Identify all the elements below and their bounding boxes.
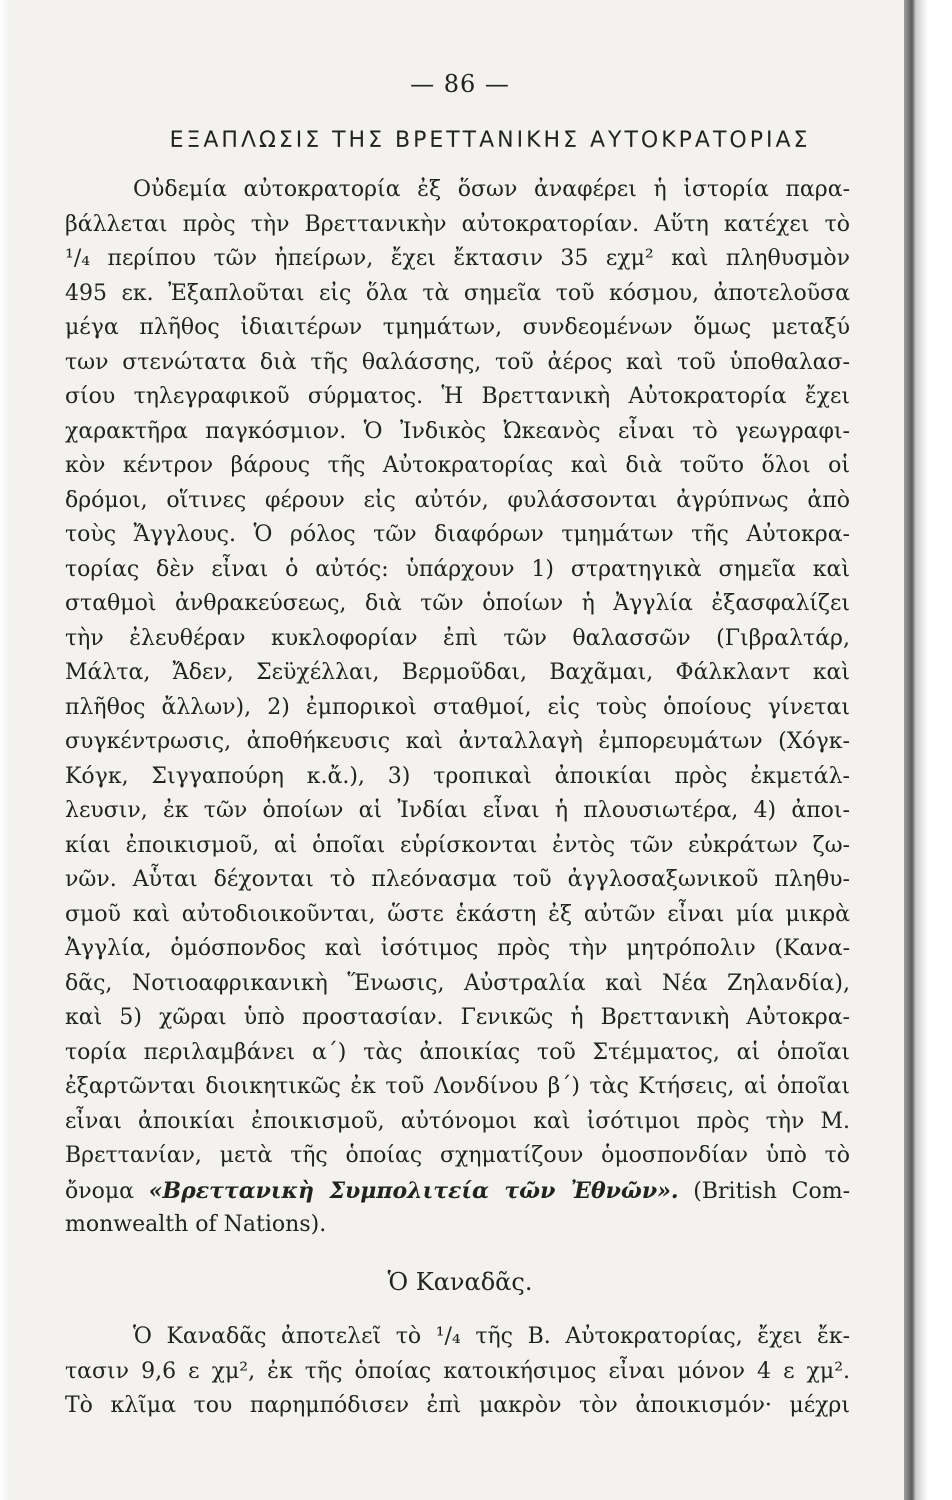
text-line: σταθμοὶ ἀνθρακεύσεως, διὰ τῶν ὁποίων ἡ Ἀγγλία ἐξασφαλίζει xyxy=(65,591,850,616)
text-line: Τὸ κλῖμα του παρημπόδισεν ἐπὶ μακρὸν τὸν ἀποικισμόν· μέχρι xyxy=(65,1393,850,1418)
text-line: χαρακτῆρα παγκόσμιον. Ὁ Ἰνδικὸς Ὠκεανὸς εἶναι τὸ γεωγραφι- xyxy=(65,418,850,444)
text-line: μέγα πλῆθος ἰδιαιτέρων τμημάτων, συνδεομένων ὅμως μεταξύ xyxy=(65,315,850,340)
body-paragraph-1 xyxy=(65,173,850,1243)
text-line: Ἀγγλία, ὁμόσπονδος καὶ ἰσότιμος πρὸς τὴν μητρόπολιν (Κανα- xyxy=(65,936,850,961)
text-line: λευσιν, ἐκ τῶν ὁποίων αἱ Ἰνδίαι εἶναι ἡ πλουσιωτέρα, 4) ἀποι- xyxy=(65,798,850,823)
text-line: νῶν. Αὗται δέχονται τὸ πλεόνασμα τοῦ ἀγγλοσαξωνικοῦ πληθυ- xyxy=(65,867,850,892)
text-line: Ὁ Καναδᾶς ἀποτελεῖ τὸ ¹/₄ τῆς Β. Αὐτοκρατορίας, ἔχει ἔκ- xyxy=(133,1324,850,1349)
text-line: ¹/₄ περίπου τῶν ἠπείρων, ἔχει ἔκτασιν 35 εχμ² καὶ πληθυσμὸν xyxy=(65,246,850,271)
text-line: καὶ 5) χῶραι ὑπὸ προστασίαν. Γενικῶς ἡ Βρεττανικὴ Αὐτοκρα- xyxy=(65,1005,850,1030)
text-line: σμοῦ καὶ αὐτοδιοικοῦνται, ὥστε ἑκάστη ἐξ αὐτῶν εἶναι μία μικρὰ xyxy=(65,901,850,927)
text-line: εἶναι ἀποικίαι ἐποικισμοῦ, αὐτόνομοι καὶ ἰσότιμοι πρὸς τὴν Μ. xyxy=(65,1108,850,1134)
text-line: σίου τηλεγραφικοῦ σύρματος. Ἡ Βρεττανικὴ Αὐτοκρατορία ἔχει xyxy=(65,384,850,409)
text-line: 495 εκ. Ἐξαπλοῦται εἰς ὅλα τὰ σημεῖα τοῦ κόσμου, ἀποτελοῦσα xyxy=(65,280,850,306)
text-line: δᾶς, Νοτιοαφρικανικὴ Ἕνωσις, Αὐστραλία καὶ Νέα Ζηλανδία), xyxy=(65,970,850,996)
text-line: τορία περιλαμβάνει α΄) τὰς ἀποικίας τοῦ Στέμματος, αἱ ὁποῖαι xyxy=(65,1039,850,1065)
text-run: (British Com- xyxy=(678,1178,851,1204)
text-line: συγκέντρωσις, ἀποθήκευσις καὶ ἀνταλλαγὴ ἐμπορευμάτων (Χόγκ- xyxy=(65,729,850,754)
chapter-title: ΕΞΑΠΛΩΣΙΣ ΤΗΣ ΒΡΕΤΤΑΝΙΚΗΣ ΑΥΤΟΚΡΑΤΟΡΙΑΣ xyxy=(169,128,811,153)
text-line: τὴν ἐλευθέραν κυκλοφορίαν ἐπὶ τῶν θαλασσῶν (Γιβραλτάρ, xyxy=(65,625,850,651)
page-edge-shadow xyxy=(904,0,952,1500)
text-line: τασιν 9,6 ε χμ², ἐκ τῆς ὁποίας κατοικήσιμος εἶναι μόνον 4 ε χμ². xyxy=(65,1358,850,1384)
text-line: πλῆθος ἄλλων), 2) ἐμπορικοὶ σταθμοί, εἰς τοὺς ὁποίους γίνεται xyxy=(65,694,850,720)
page-number: — 86 — xyxy=(410,70,510,98)
text-line: monwealth of Nations). xyxy=(65,1212,327,1237)
text-line: ἐξαρτῶνται διοικητικῶς ἐκ τοῦ Λονδίνου β΄) τὰς Κτήσεις, αἱ ὁποῖαι xyxy=(65,1074,850,1099)
text-line: Οὐδεμία αὐτοκρατορία ἐξ ὅσων ἀναφέρει ἡ ἱστορία παρα- xyxy=(133,177,850,202)
text-line: τορίας δὲν εἶναι ὁ αὐτός: ὑπάρχουν 1) στρατηγικὰ σημεῖα καὶ xyxy=(65,556,850,582)
text-line: Μάλτα, Ἄδεν, Σεϋχέλλαι, Βερμοῦδαι, Βαχᾶμαι, Φάλκλαντ καὶ xyxy=(65,660,850,685)
section-heading: Ὁ Καναδᾶς. xyxy=(387,1268,533,1296)
text-line xyxy=(65,1174,850,1209)
text-line: τοὺς Ἄγγλους. Ὁ ρόλος τῶν διαφόρων τμημάτων τῆς Αὐτοκρα- xyxy=(65,522,850,547)
text-run: ὄνομα xyxy=(65,1178,149,1204)
text-line: δρόμοι, οἵτινες φέρουν εἰς αὐτόν, φυλάσσονται ἀγρύπνως ἀπὸ xyxy=(65,487,850,513)
text-line: των στενώτατα διὰ τῆς θαλάσσης, τοῦ ἀέρος καὶ τοῦ ὑποθαλασ- xyxy=(65,349,850,375)
body-paragraph-2 xyxy=(65,1320,850,1424)
book-page xyxy=(10,0,910,1500)
text-line: βάλλεται πρὸς τὴν Βρεττανικὴν αὐτοκρατορίαν. Αὕτη κατέχει τὸ xyxy=(65,211,850,237)
text-line: κὸν κέντρον βάρους τῆς Αὐτοκρατορίας καὶ διὰ τοῦτο ὅλοι οἱ xyxy=(65,453,850,478)
text-line: Κόγκ, Σιγγαπούρη κ.ἄ.), 3) τροπικαὶ ἀποικίαι πρὸς ἐκμετάλ- xyxy=(65,763,850,789)
text-line: Βρεττανίαν, μετὰ τῆς ὁποίας σχηματίζουν ὁμοσπονδίαν ὑπὸ τὸ xyxy=(65,1143,850,1168)
text-line: κίαι ἐποικισμοῦ, αἱ ὁποῖαι εὑρίσκονται ἐντὸς τῶν εὐκράτων ζω- xyxy=(65,832,850,858)
emphasized-term: «Βρεττανικὴ Συμπολιτεία τῶν Ἐθνῶν». xyxy=(148,1177,679,1204)
